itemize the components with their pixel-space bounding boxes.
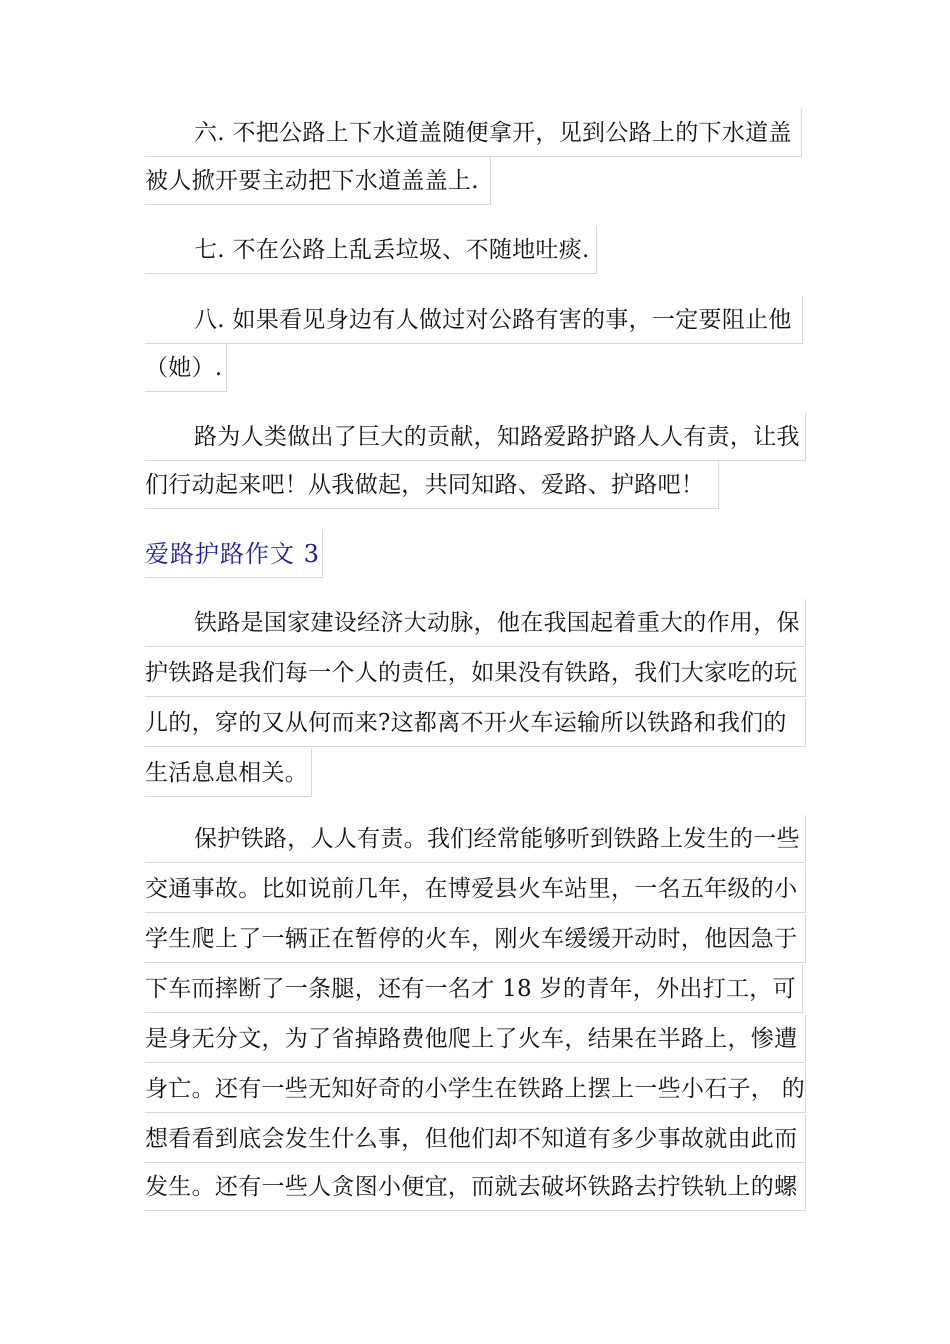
- paragraph-line: 保护铁路，人人有责。我们经常能够听到铁路上发生的一些: [145, 815, 806, 863]
- paragraph-line: 六. 不把公路上下水道盖随便拿开，见到公路上的下水道盖: [145, 109, 802, 157]
- paragraph-line: 是身无分文，为了省掉路费他爬上了火车，结果在半路上，惨遭: [145, 1015, 806, 1063]
- paragraph-line: 路为人类做出了巨大的贡献，知路爱路护路人人有责，让我: [145, 413, 806, 461]
- paragraph-line: （她）.: [145, 344, 227, 392]
- paragraph-line: 下车而摔断了一条腿，还有一名才 18 岁的青年，外出打工，可: [145, 965, 803, 1013]
- section-heading: 爱路护路作文 3: [145, 530, 323, 578]
- paragraph-line: 八. 如果看见身边有人做过对公路有害的事，一定要阻止他: [145, 296, 803, 344]
- paragraph-line: 儿的，穿的又从何而来?这都离不开火车运输所以铁路和我们的: [145, 699, 806, 747]
- paragraph-line: 七. 不在公路上乱丢垃圾、不随地吐痰.: [145, 226, 597, 274]
- paragraph-line: 被人掀开要主动把下水道盖盖上.: [145, 157, 491, 205]
- paragraph-line: 生活息息相关。: [145, 749, 312, 797]
- paragraph-line: 铁路是国家建设经济大动脉，他在我国起着重大的作用，保: [145, 599, 806, 647]
- paragraph-line: 们行动起来吧！从我做起，共同知路、爱路、护路吧！: [145, 461, 719, 509]
- paragraph-line: 想看看到底会发生什么事，但他们却不知道有多少事故就由此而: [145, 1115, 806, 1163]
- paragraph-line: 身亡。还有一些无知好奇的小学生在铁路上摆上一些小石子， 的: [145, 1065, 806, 1113]
- paragraph-line: 学生爬上了一辆正在暂停的火车，刚火车缓缓开动时，他因急于: [145, 915, 806, 963]
- paragraph-line: 交通事故。比如说前几年，在博爱县火车站里，一名五年级的小: [145, 865, 806, 913]
- paragraph-line: 发生。还有一些人贪图小便宜，而就去破坏铁路去拧铁轨上的螺: [145, 1163, 806, 1211]
- paragraph-line: 护铁路是我们每一个人的责任，如果没有铁路，我们大家吃的玩: [145, 649, 806, 697]
